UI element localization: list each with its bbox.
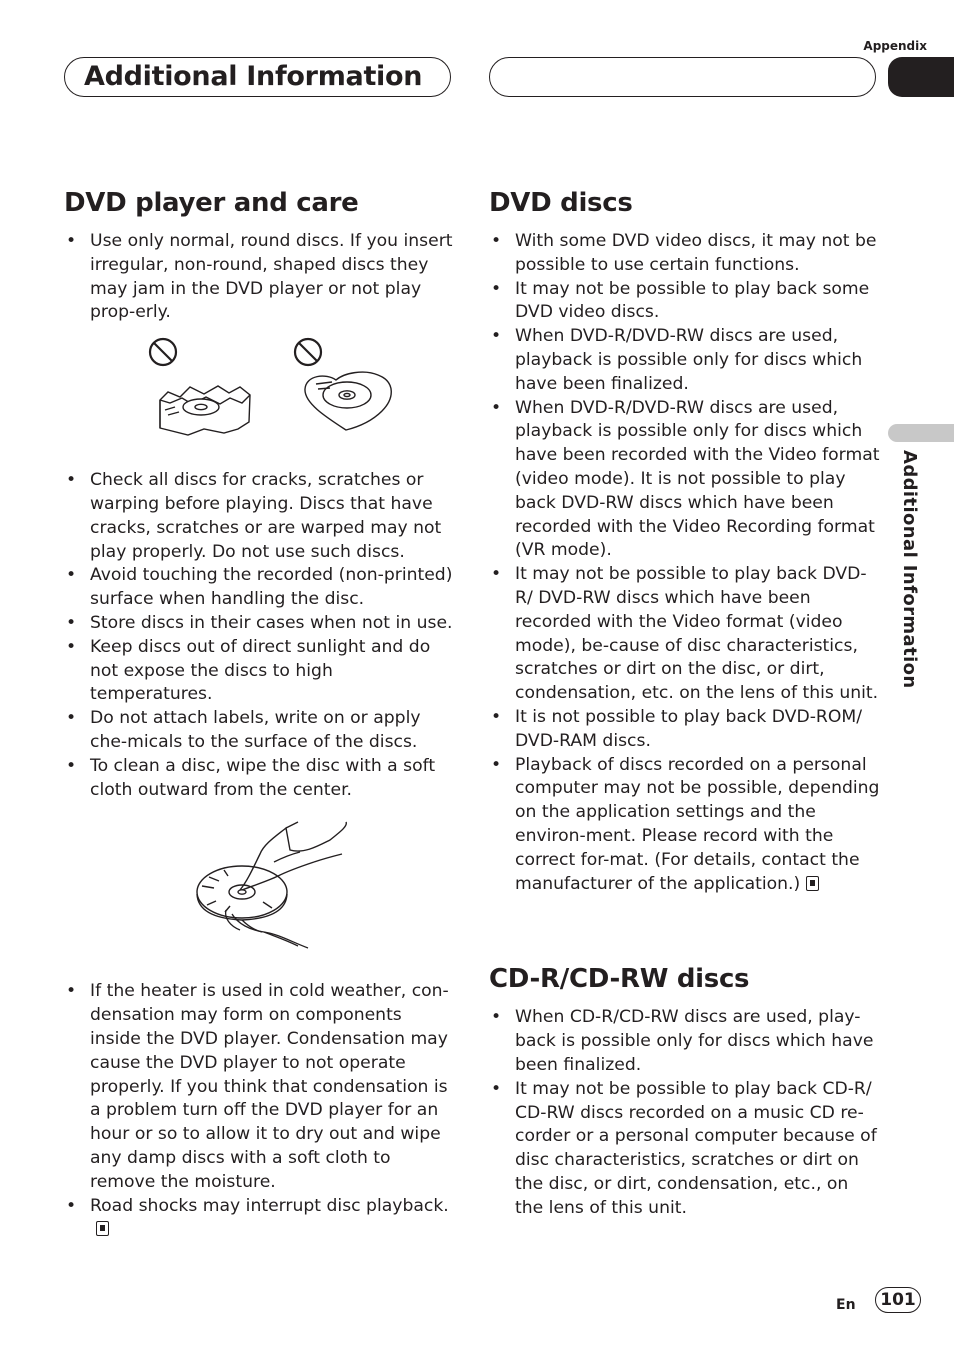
cdr-discs-heading: CD-R/CD-RW discs bbox=[489, 964, 750, 995]
care-list-3 bbox=[64, 980, 456, 1242]
section-title: Additional Information bbox=[84, 61, 423, 92]
list-item: • It may not be possible to play back DVD-R/ DVD-RW discs which have been recorded with the Video format (video mode), be-cause of disc characteristics, scratches or dirt on the disc, or dirt, condensation, etc. on the lens of this unit. bbox=[489, 563, 881, 706]
language-label: En bbox=[836, 1297, 856, 1313]
dvd-discs-list bbox=[489, 230, 881, 896]
end-of-section-icon bbox=[806, 876, 819, 891]
disc-wiping-illustration bbox=[64, 814, 456, 964]
side-section-label: Additional Information bbox=[899, 450, 920, 689]
list-item: • Avoid touching the recorded (non-printed) surface when handling the disc. bbox=[64, 564, 456, 612]
last-bullet-text: Playback of discs recorded on a personal computer may not be possible, depending on the application settings and the environ-ment. Please record with the correct for-mat. (For details, contact the manufacturer of the application.) bbox=[515, 754, 880, 894]
right-column bbox=[489, 186, 881, 1220]
irregular-disc-icon bbox=[160, 386, 250, 435]
list-item: • Do not attach labels, write on or apply che-micals to the surface of the discs. bbox=[64, 707, 456, 755]
list-item: • Store discs in their cases when not in use. bbox=[64, 612, 456, 636]
cdr-section bbox=[489, 962, 881, 1220]
irregular-discs-illustration bbox=[64, 337, 456, 457]
gray-edge-tab bbox=[888, 424, 954, 442]
list-item: • When DVD-R/DVD-RW discs are used, playback is possible only for discs which have been finalized. bbox=[489, 325, 881, 396]
list-item: • When CD-R/CD-RW discs are used, play-back is possible only for discs which have been finalized. bbox=[489, 1006, 881, 1077]
list-item: • Use only normal, round discs. If you insert irregular, non-round, shaped discs they may jam in the DVD player or not play prop-erly. bbox=[64, 230, 456, 325]
end-of-section-icon bbox=[96, 1221, 109, 1236]
page-number: 101 bbox=[875, 1287, 921, 1313]
dvd-player-care-heading: DVD player and care bbox=[64, 188, 359, 218]
list-item: • It may not be possible to play back CD-R/ CD-RW discs recorded on a music CD re-corder or a personal computer because of disc characteristics, scratches or dirt on the disc, or dirt, condensation, etc., on the lens of this unit. bbox=[489, 1078, 881, 1221]
care-list-1 bbox=[64, 230, 456, 325]
list-item: • When DVD-R/DVD-RW discs are used, playback is possible only for discs which have been recorded with the Video format (video mode). It is not possible to play back DVD-RW discs which have been recorded with the Video Recording format (VR mode). bbox=[489, 397, 881, 564]
list-item bbox=[64, 1195, 456, 1243]
black-edge-tab bbox=[888, 57, 954, 97]
left-column bbox=[64, 186, 456, 1242]
cdr-discs-list bbox=[489, 1006, 881, 1220]
section-title-pill bbox=[64, 57, 451, 97]
list-item: • It is not possible to play back DVD-ROM/ DVD-RAM discs. bbox=[489, 706, 881, 754]
list-item: • If the heater is used in cold weather, con-densation may form on components inside the DVD player. Condensation may cause the DVD player to not operate properly. If you think that condensation is a problem turn off the DVD player for an hour or so to allow it to dry out and wipe any damp discs with a soft cloth to remove the moisture. bbox=[64, 980, 456, 1194]
appendix-label: Appendix bbox=[863, 39, 927, 53]
list-item bbox=[489, 754, 881, 897]
disc-icon bbox=[197, 866, 287, 920]
list-item: • To clean a disc, wipe the disc with a soft cloth outward from the center. bbox=[64, 755, 456, 803]
dvd-discs-heading: DVD discs bbox=[489, 188, 633, 218]
prohibited-icon bbox=[150, 339, 176, 365]
care-list-2 bbox=[64, 469, 456, 802]
prohibited-icon bbox=[295, 339, 321, 365]
list-item: • Keep discs out of direct sunlight and do not expose the discs to high temperatures. bbox=[64, 636, 456, 707]
list-item: • Check all discs for cracks, scratches or warping before playing. Discs that have cracks, scratches or are warped may not play properly. Do not use such discs. bbox=[64, 469, 456, 564]
empty-header-pill bbox=[489, 57, 876, 97]
heart-disc-icon bbox=[305, 372, 391, 430]
last-bullet-text: Road shocks may interrupt disc playback. bbox=[90, 1195, 449, 1216]
list-item: • With some DVD video discs, it may not be possible to use certain functions. bbox=[489, 230, 881, 278]
list-item: • It may not be possible to play back some DVD video discs. bbox=[489, 278, 881, 326]
